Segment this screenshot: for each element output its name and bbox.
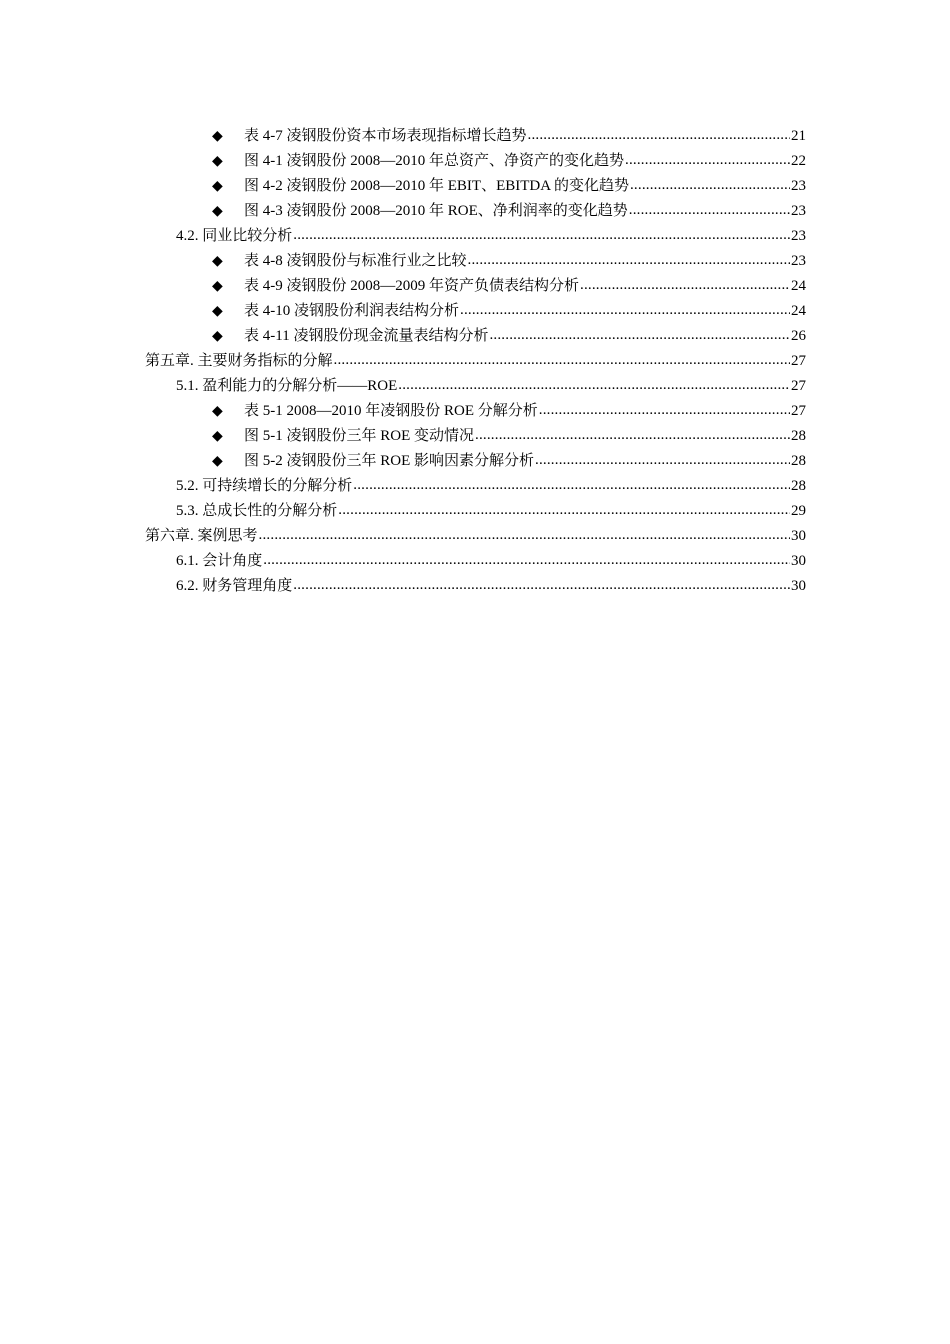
dot-leader	[535, 448, 790, 473]
toc-entry-title: 5.1. 盈利能力的分解分析——ROE	[176, 378, 398, 394]
toc-page-number: 28	[791, 453, 806, 469]
toc-entry[interactable]	[145, 499, 806, 524]
toc-entry-title: 4.2. 同业比较分析	[176, 228, 293, 244]
toc-page-number: 27	[791, 403, 806, 419]
toc-page-number: 24	[791, 303, 806, 319]
diamond-bullet-icon: ◆	[212, 129, 223, 144]
toc-entry[interactable]	[145, 149, 806, 174]
toc-entry-title: 第六章. 案例思考	[145, 528, 258, 544]
toc-entry[interactable]	[145, 549, 806, 574]
diamond-bullet-icon: ◆	[212, 179, 223, 194]
toc-page-number: 23	[791, 253, 806, 269]
table-of-contents	[145, 124, 806, 599]
toc-entry[interactable]	[145, 424, 806, 449]
toc-entry-title: 图 5-1 凌钢股份三年 ROE 变动情况	[244, 428, 474, 444]
toc-page-number: 27	[791, 378, 806, 394]
toc-entry[interactable]	[145, 574, 806, 599]
toc-page-number: 30	[791, 528, 806, 544]
toc-entry-title: 表 4-10 凌钢股份利润表结构分析	[244, 303, 459, 319]
diamond-bullet-icon: ◆	[212, 454, 223, 469]
toc-page-number: 30	[791, 553, 806, 569]
toc-page-number: 21	[791, 128, 806, 144]
toc-entry-title: 图 5-2 凌钢股份三年 ROE 影响因素分解分析	[244, 453, 534, 469]
toc-page-number: 24	[791, 278, 806, 294]
toc-entry[interactable]	[145, 349, 806, 374]
diamond-bullet-icon: ◆	[212, 204, 223, 219]
toc-entry[interactable]	[145, 524, 806, 549]
toc-entry[interactable]	[145, 474, 806, 499]
diamond-bullet-icon: ◆	[212, 154, 223, 169]
dot-leader	[580, 273, 790, 298]
toc-entry-title: 表 5-1 2008—2010 年凌钢股份 ROE 分解分析	[244, 403, 538, 419]
dot-leader	[630, 173, 790, 198]
toc-page-number: 26	[791, 328, 806, 344]
dot-leader	[460, 298, 790, 323]
toc-page-number: 30	[791, 578, 806, 594]
toc-page-number: 29	[791, 503, 806, 519]
diamond-bullet-icon: ◆	[212, 254, 223, 269]
dot-leader	[398, 373, 790, 398]
diamond-bullet-icon: ◆	[212, 404, 223, 419]
dot-leader	[625, 148, 790, 173]
toc-page-number: 27	[791, 353, 806, 369]
toc-entry[interactable]	[145, 399, 806, 424]
toc-page-number: 23	[791, 203, 806, 219]
toc-entry[interactable]	[145, 249, 806, 274]
dot-leader	[259, 523, 790, 548]
toc-entry-title: 6.2. 财务管理角度	[176, 578, 293, 594]
toc-page-number: 23	[791, 228, 806, 244]
toc-page-number: 23	[791, 178, 806, 194]
dot-leader	[468, 248, 791, 273]
dot-leader	[338, 498, 790, 523]
diamond-bullet-icon: ◆	[212, 429, 223, 444]
dot-leader	[293, 223, 790, 248]
toc-entry-title: 5.2. 可持续增长的分解分析	[176, 478, 353, 494]
toc-entry-title: 图 4-2 凌钢股份 2008—2010 年 EBIT、EBITDA 的变化趋势	[244, 178, 629, 194]
dot-leader	[475, 423, 790, 448]
dot-leader	[528, 123, 791, 148]
toc-entry-title: 图 4-3 凌钢股份 2008—2010 年 ROE、净利润率的变化趋势	[244, 203, 628, 219]
toc-entry[interactable]	[145, 324, 806, 349]
dot-leader	[353, 473, 790, 498]
toc-entry-title: 6.1. 会计角度	[176, 553, 263, 569]
toc-entry[interactable]	[145, 224, 806, 249]
toc-page-number: 22	[791, 153, 806, 169]
toc-entry-title: 表 4-11 凌钢股份现金流量表结构分析	[244, 328, 489, 344]
toc-entry[interactable]	[145, 374, 806, 399]
dot-leader	[539, 398, 790, 423]
toc-page-number: 28	[791, 428, 806, 444]
dot-leader	[629, 198, 790, 223]
toc-entry[interactable]	[145, 274, 806, 299]
diamond-bullet-icon: ◆	[212, 304, 223, 319]
dot-leader	[334, 348, 790, 373]
toc-entry-title: 图 4-1 凌钢股份 2008—2010 年总资产、净资产的变化趋势	[244, 153, 624, 169]
dot-leader	[263, 548, 790, 573]
dot-leader	[293, 573, 790, 598]
toc-entry-title: 5.3. 总成长性的分解分析	[176, 503, 338, 519]
toc-entry-title: 表 4-7 凌钢股份资本市场表现指标增长趋势	[244, 128, 527, 144]
toc-entry-title: 第五章. 主要财务指标的分解	[145, 353, 333, 369]
toc-page-number: 28	[791, 478, 806, 494]
toc-entry[interactable]	[145, 174, 806, 199]
toc-entry[interactable]	[145, 199, 806, 224]
toc-entry[interactable]	[145, 299, 806, 324]
toc-entry-title: 表 4-9 凌钢股份 2008—2009 年资产负债表结构分析	[244, 278, 579, 294]
toc-entry[interactable]	[145, 449, 806, 474]
toc-entry[interactable]	[145, 124, 806, 149]
diamond-bullet-icon: ◆	[212, 329, 223, 344]
diamond-bullet-icon: ◆	[212, 279, 223, 294]
toc-entry-title: 表 4-8 凌钢股份与标准行业之比较	[244, 253, 467, 269]
dot-leader	[489, 323, 790, 348]
